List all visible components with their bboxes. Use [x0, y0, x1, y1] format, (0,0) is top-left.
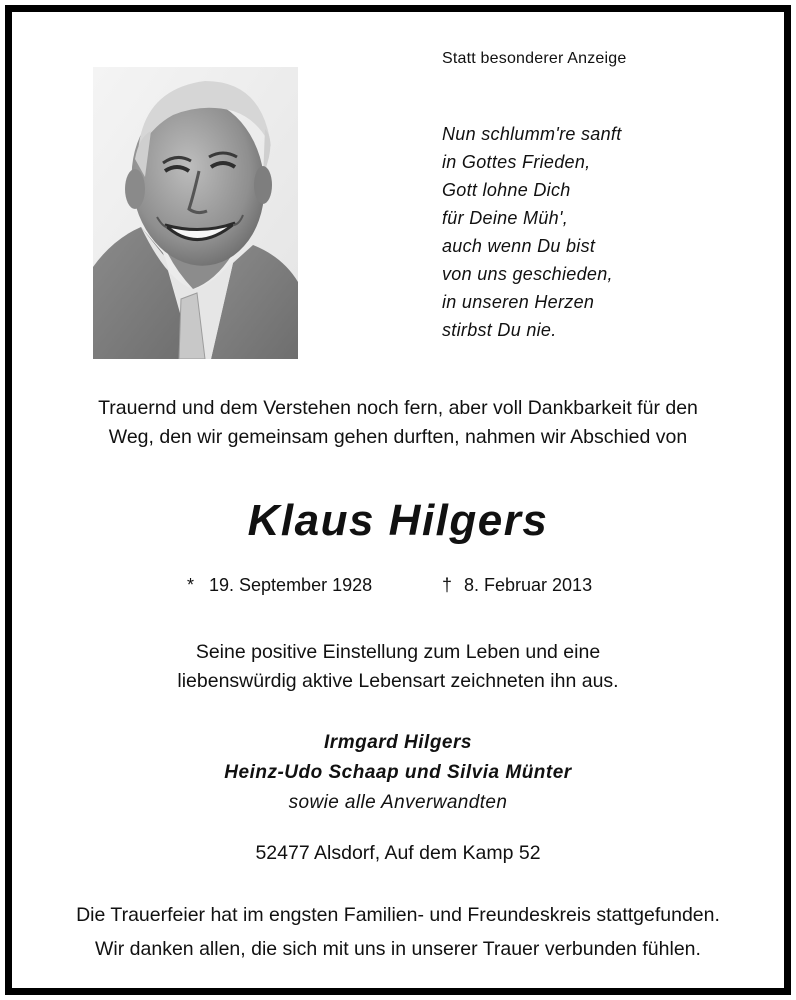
intro-line: Trauernd und dem Verstehen noch fern, aber voll Dankbarkeit für den: [98, 397, 698, 419]
poem-line: in unseren Herzen: [442, 292, 595, 312]
death-symbol: †: [442, 575, 453, 595]
portrait-illustration: [93, 67, 298, 359]
birth-date: [187, 575, 372, 596]
mourner-name: Heinz-Udo Schaap und Silvia Münter: [224, 762, 572, 783]
intro-line: Weg, den wir gemeinsam gehen durften, nahmen wir Abschied von: [108, 426, 688, 448]
mourner-name: Irmgard Hilgers: [324, 732, 472, 753]
closing-text: [12, 898, 784, 966]
portrait-photo: [93, 67, 298, 359]
birth-date-text: 19. September 1928: [209, 575, 373, 595]
poem-line: Nun schlumm're sanft: [442, 124, 622, 144]
address: 52477 Alsdorf, Auf dem Kamp 52: [255, 842, 541, 864]
relatives-note: sowie alle Anverwandten: [288, 792, 508, 813]
header-note: Statt besonderer Anzeige: [442, 50, 627, 67]
intro-text: [12, 394, 784, 452]
birth-symbol: *: [187, 575, 195, 595]
poem: [442, 120, 622, 344]
poem-line: für Deine Müh',: [442, 208, 568, 228]
tribute-text: [12, 638, 784, 695]
deceased-name: Klaus Hilgers: [247, 496, 549, 545]
poem-line: Gott lohne Dich: [442, 180, 571, 200]
death-date: [442, 575, 592, 596]
tribute-line: Seine positive Einstellung zum Leben und eine: [195, 641, 601, 663]
poem-line: stirbst Du nie.: [442, 320, 557, 340]
closing-line: Die Trauerfeier hat im engsten Familien- und Freundeskreis stattgefunden.: [76, 904, 720, 926]
death-date-text: 8. Februar 2013: [464, 575, 593, 595]
poem-line: von uns geschieden,: [442, 264, 613, 284]
closing-line: Wir danken allen, die sich mit uns in unserer Trauer verbunden fühlen.: [95, 938, 701, 960]
obituary-content: [12, 12, 784, 988]
tribute-line: liebenswürdig aktive Lebensart zeichneten ihn aus.: [177, 669, 619, 692]
obituary-frame: [5, 5, 791, 995]
poem-line: in Gottes Frieden,: [442, 152, 591, 172]
poem-line: auch wenn Du bist: [442, 236, 596, 256]
